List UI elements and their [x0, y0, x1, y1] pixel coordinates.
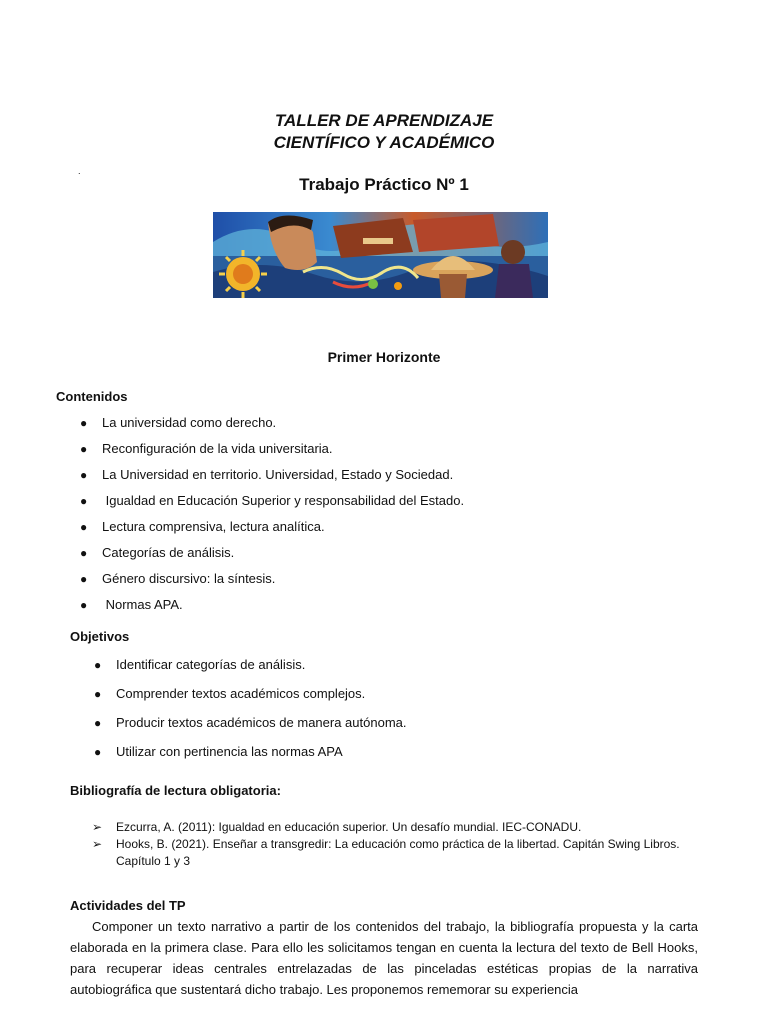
- title-line-2: CIENTÍFICO Y ACADÉMICO: [273, 133, 495, 152]
- actividades-heading: Actividades del TP: [70, 898, 186, 913]
- bullet-icon: ●: [94, 658, 102, 672]
- objetivos-heading: Objetivos: [70, 629, 130, 644]
- mural-banner-image: [213, 212, 548, 298]
- bullet-icon: ●: [80, 416, 88, 430]
- bullet-icon: ●: [80, 520, 88, 534]
- arrow-bullet-icon: ➢: [92, 837, 103, 851]
- bullet-icon: ●: [80, 572, 88, 586]
- title-line-1: TALLER DE APRENDIZAJE: [274, 111, 494, 130]
- reference-item: ➢ Ezcurra, A. (2011): Igualdad en educación superior. Un desafío mundial. IEC-CONADU.: [92, 820, 582, 834]
- document-page: TALLER DE APRENDIZAJE CIENTÍFICO Y ACADÉMICO . Trabajo Práctico Nº 1 Primer Horizonte Contenidos ● La universidad como derecho. ● Reconfiguración de la vida universitaria. ● La Universidad en territorio. Universidad, Estado y Sociedad. ● Igualdad en Educación Superior y responsabilidad del Estado. ● Lectura comprensiva, lectura analítica. ● Categorías de análisis. ● Género discursivo: la síntesis. ● Normas APA. Objetivos ● Identificar categorías de análisis. ● Comprender textos académicos complejos. ● Producir textos académicos de manera autónoma. ● Utilizar con pertinencia las normas APA Bibliografía de lectura obligatoria: ➢ Ezcurra, A. (2011): Igualdad en educación superior. Un desafío mundial. IEC-CONADU. ➢ Hooks, B. (2021). Enseñar a transgredir: La educación como práctica de la libertad. Capitán Swing Libros. Capítulo 1 y 3 Actividades del TP Componer un texto narrativo a partir de los contenidos del trabajo, la bibliografía propuesta y la carta elaborada en la primera clase. Para ello les solicitamos tengan en cuenta la lectura del texto de Bell Hooks, para recuperar ideas centrales entrelazadas de las pinceladas estéticas propias de la narrativa autobiográfica que sustentará dicho trabajo. Les proponemos rememorar su experiencia: [0, 0, 768, 1024]
- bullet-icon: ●: [94, 687, 102, 701]
- subtitle: Trabajo Práctico Nº 1: [299, 175, 469, 194]
- actividades-paragraph: Componer un texto narrativo a partir de los contenidos del trabajo, la bibliografía propuesta y la carta elaborada en la primera clase. Para ello les solicitamos tengan en cuenta la lectura del texto de Bell Hooks, para recuperar ideas centrales entrelazadas de las pinceladas estéticas propias de la narrativa autobiográfica que sustentará dicho trabajo. Les proponemos rememorar su experiencia: [70, 919, 698, 997]
- stray-dot: .: [78, 166, 81, 176]
- arrow-bullet-icon: ➢: [92, 820, 103, 834]
- bibliografia-heading: Bibliografía de lectura obligatoria:: [70, 783, 281, 798]
- bullet-icon: ●: [80, 494, 88, 508]
- bullet-icon: ●: [80, 442, 88, 456]
- bibliografia-list: [92, 819, 692, 870]
- contenidos-heading: Contenidos: [56, 389, 128, 404]
- bullet-icon: ●: [80, 468, 88, 482]
- reference-item: ➢ Hooks, B. (2021). Enseñar a transgredir: La educación como práctica de la libertad. Capitán Swing Libros. Capítulo 1 y 3: [92, 837, 680, 868]
- bullet-icon: ●: [94, 745, 102, 759]
- section-title: Primer Horizonte: [327, 349, 441, 365]
- bullet-icon: ●: [94, 716, 102, 730]
- bullet-icon: ●: [80, 598, 88, 612]
- bullet-icon: ●: [80, 546, 88, 560]
